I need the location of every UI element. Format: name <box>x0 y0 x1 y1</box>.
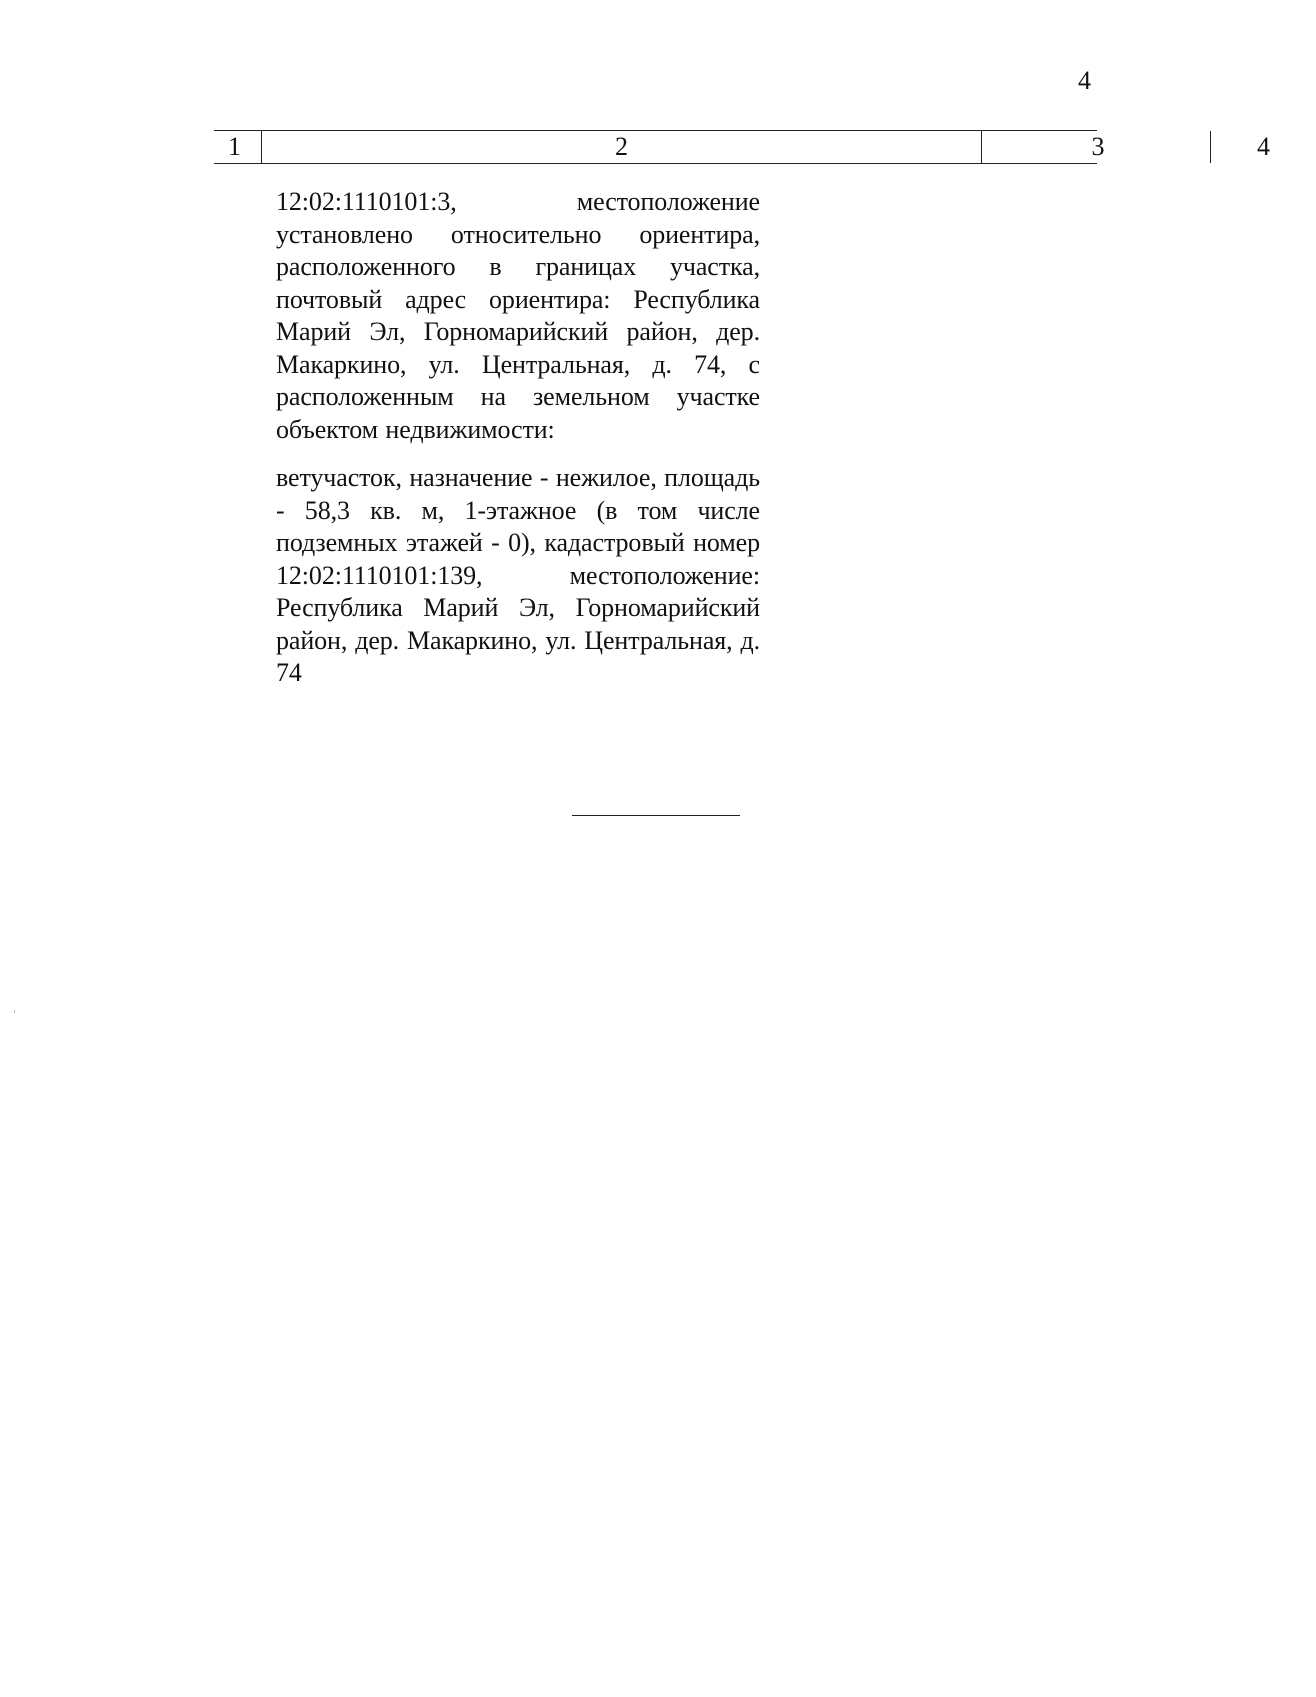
column-number-1: 1 <box>214 131 262 163</box>
end-of-document-rule <box>572 815 740 816</box>
building-description-paragraph: ветучасток, назначение - нежилое, площадь - 58,3 кв. м, 1-этажное (в том числе подземных этажей - 0), кадастровый номер 12:02:1110101:139, местоположение: Республика Марий Эл, Горномарийский район, дер. Макаркино, ул. Центральная, д. 74 <box>276 463 760 687</box>
property-location-paragraph: 12:02:1110101:3, местоположение установлено относительно ориентира, расположенного в границах участка, почтовый адрес ориентира: Республика Марий Эл, Горномарийский район, дер. Макаркино, ул. Центральная, д. 74, с расположенным на земельном участке объектом недвижимости: <box>276 187 760 444</box>
page-number: 4 <box>1078 66 1091 95</box>
column-number-3: 3 <box>1091 132 1105 161</box>
column-number-2: 2 <box>262 131 982 163</box>
column-number-4: 4 <box>1210 131 1316 163</box>
scan-margin-mark <box>14 1010 15 1013</box>
table-header-row <box>214 130 1270 164</box>
